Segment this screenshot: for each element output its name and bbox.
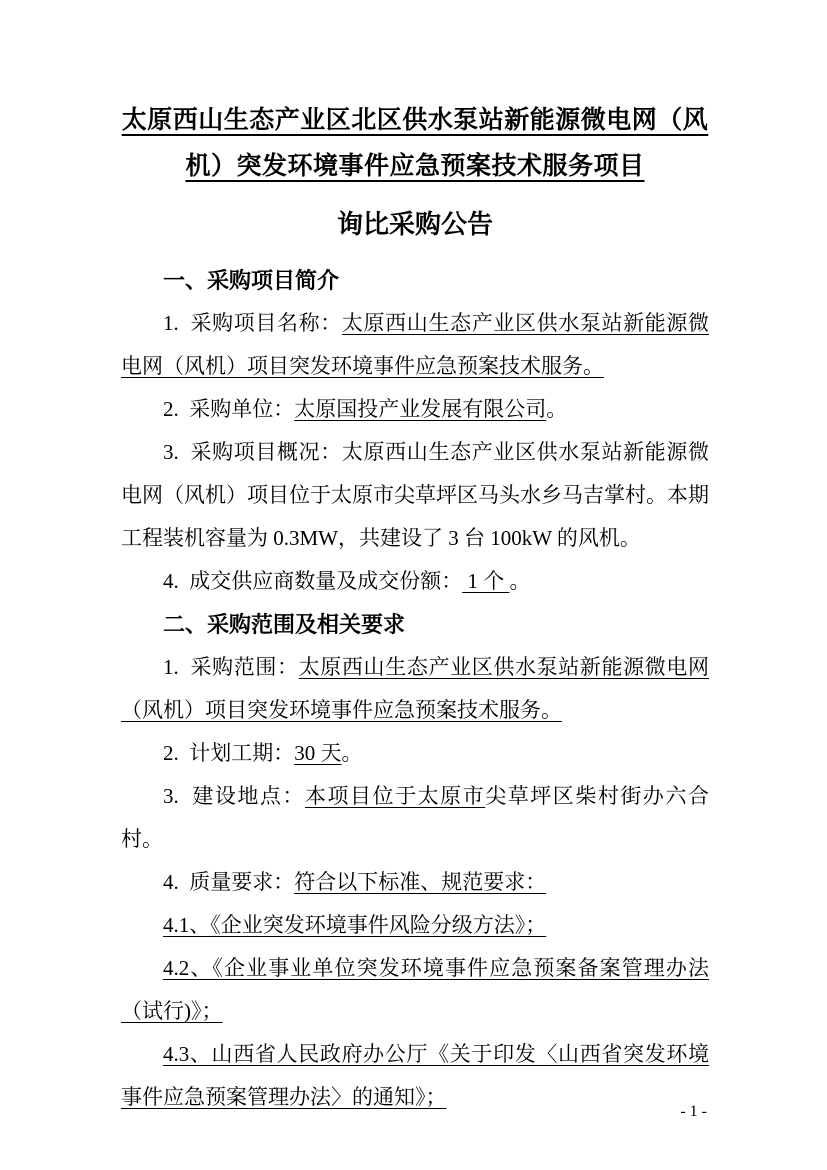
item-project-name-value: 太原西山生态产业区供水泵站新能源微电网（风机）项目突发环境事件应急预案技术服务。 bbox=[121, 311, 710, 378]
item-planned-duration-suffix: 。 bbox=[341, 741, 363, 765]
item-construction-site bbox=[121, 775, 709, 861]
item-planned-duration-value: 30 天 bbox=[294, 741, 342, 765]
item-quality-requirements-value: 符合以下标准、规范要求： bbox=[294, 870, 547, 894]
item-standard-4-2-text: 4.2、《企业事业单位突发环境事件应急预案备案管理办法（试行)》； bbox=[121, 956, 709, 1023]
document-title-text: 太原西山生态产业区北区供水泵站新能源微电网（风机）突发环境事件应急预案技术服务项目 bbox=[121, 107, 709, 180]
item-project-name bbox=[121, 302, 709, 388]
item-construction-site-label: 3. 建设地点： bbox=[163, 784, 305, 808]
section-1-heading: 一、采购项目简介 bbox=[163, 268, 340, 293]
section-2-heading: 二、采购范围及相关要求 bbox=[163, 612, 406, 637]
document-content bbox=[121, 98, 709, 1119]
item-procurement-scope bbox=[121, 646, 709, 732]
document-title bbox=[121, 98, 709, 190]
item-procurement-scope-label: 1. 采购范围： bbox=[163, 655, 299, 679]
item-supplier-count-value: 1 个 bbox=[462, 569, 510, 593]
item-project-overview-text: 太原西山生态产业区供水泵站新能源微电网（风机）项目位于太原市尖草坪区马头水乡马吉掌村。本期工程装机容量为 0.3MW，共建设了 3 台 100kW 的风机。 bbox=[121, 440, 710, 550]
item-planned-duration bbox=[121, 732, 709, 775]
item-supplier-count-suffix: 。 bbox=[509, 569, 531, 593]
item-standard-4-3-text: 4.3、山西省人民政府办公厅《关于印发〈山西省突发环境事件应急预案管理办法〉的通知》； bbox=[121, 1042, 709, 1109]
item-standard-4-2 bbox=[121, 947, 709, 1033]
item-supplier-count bbox=[121, 560, 709, 603]
page-number: - 1 - bbox=[680, 1103, 707, 1120]
item-purchaser-label: 2. 采购单位： bbox=[163, 397, 295, 421]
document-subtitle: 询比采购公告 bbox=[336, 210, 493, 239]
item-purchaser bbox=[121, 388, 709, 431]
item-procurement-scope-value: 太原西山生态产业区供水泵站新能源微电网（风机）项目突发环境事件应急预案技术服务。 bbox=[121, 655, 710, 722]
item-construction-site-suffix: 尖草坪区柴村街办六合村。 bbox=[121, 784, 709, 851]
item-standard-4-1 bbox=[121, 904, 709, 947]
item-planned-duration-label: 2. 计划工期： bbox=[163, 741, 295, 765]
document-body bbox=[121, 259, 709, 1119]
item-quality-requirements bbox=[121, 861, 709, 904]
item-project-overview-label: 3. 采购项目概况： bbox=[163, 440, 342, 464]
item-project-overview bbox=[121, 431, 709, 560]
item-supplier-count-label: 4. 成交供应商数量及成交份额： bbox=[163, 569, 463, 593]
item-standard-4-3 bbox=[121, 1033, 709, 1119]
item-project-name-label: 1. 采购项目名称： bbox=[163, 311, 342, 335]
item-standard-4-1-text: 4.1、《企业突发环境事件风险分级方法》； bbox=[163, 913, 547, 937]
item-purchaser-value: 太原国投产业发展有限公司 bbox=[294, 397, 547, 421]
item-construction-site-value: 本项目位于太原市 bbox=[304, 784, 486, 808]
item-purchaser-suffix: 。 bbox=[546, 397, 568, 421]
item-quality-requirements-label: 4. 质量要求： bbox=[163, 870, 295, 894]
